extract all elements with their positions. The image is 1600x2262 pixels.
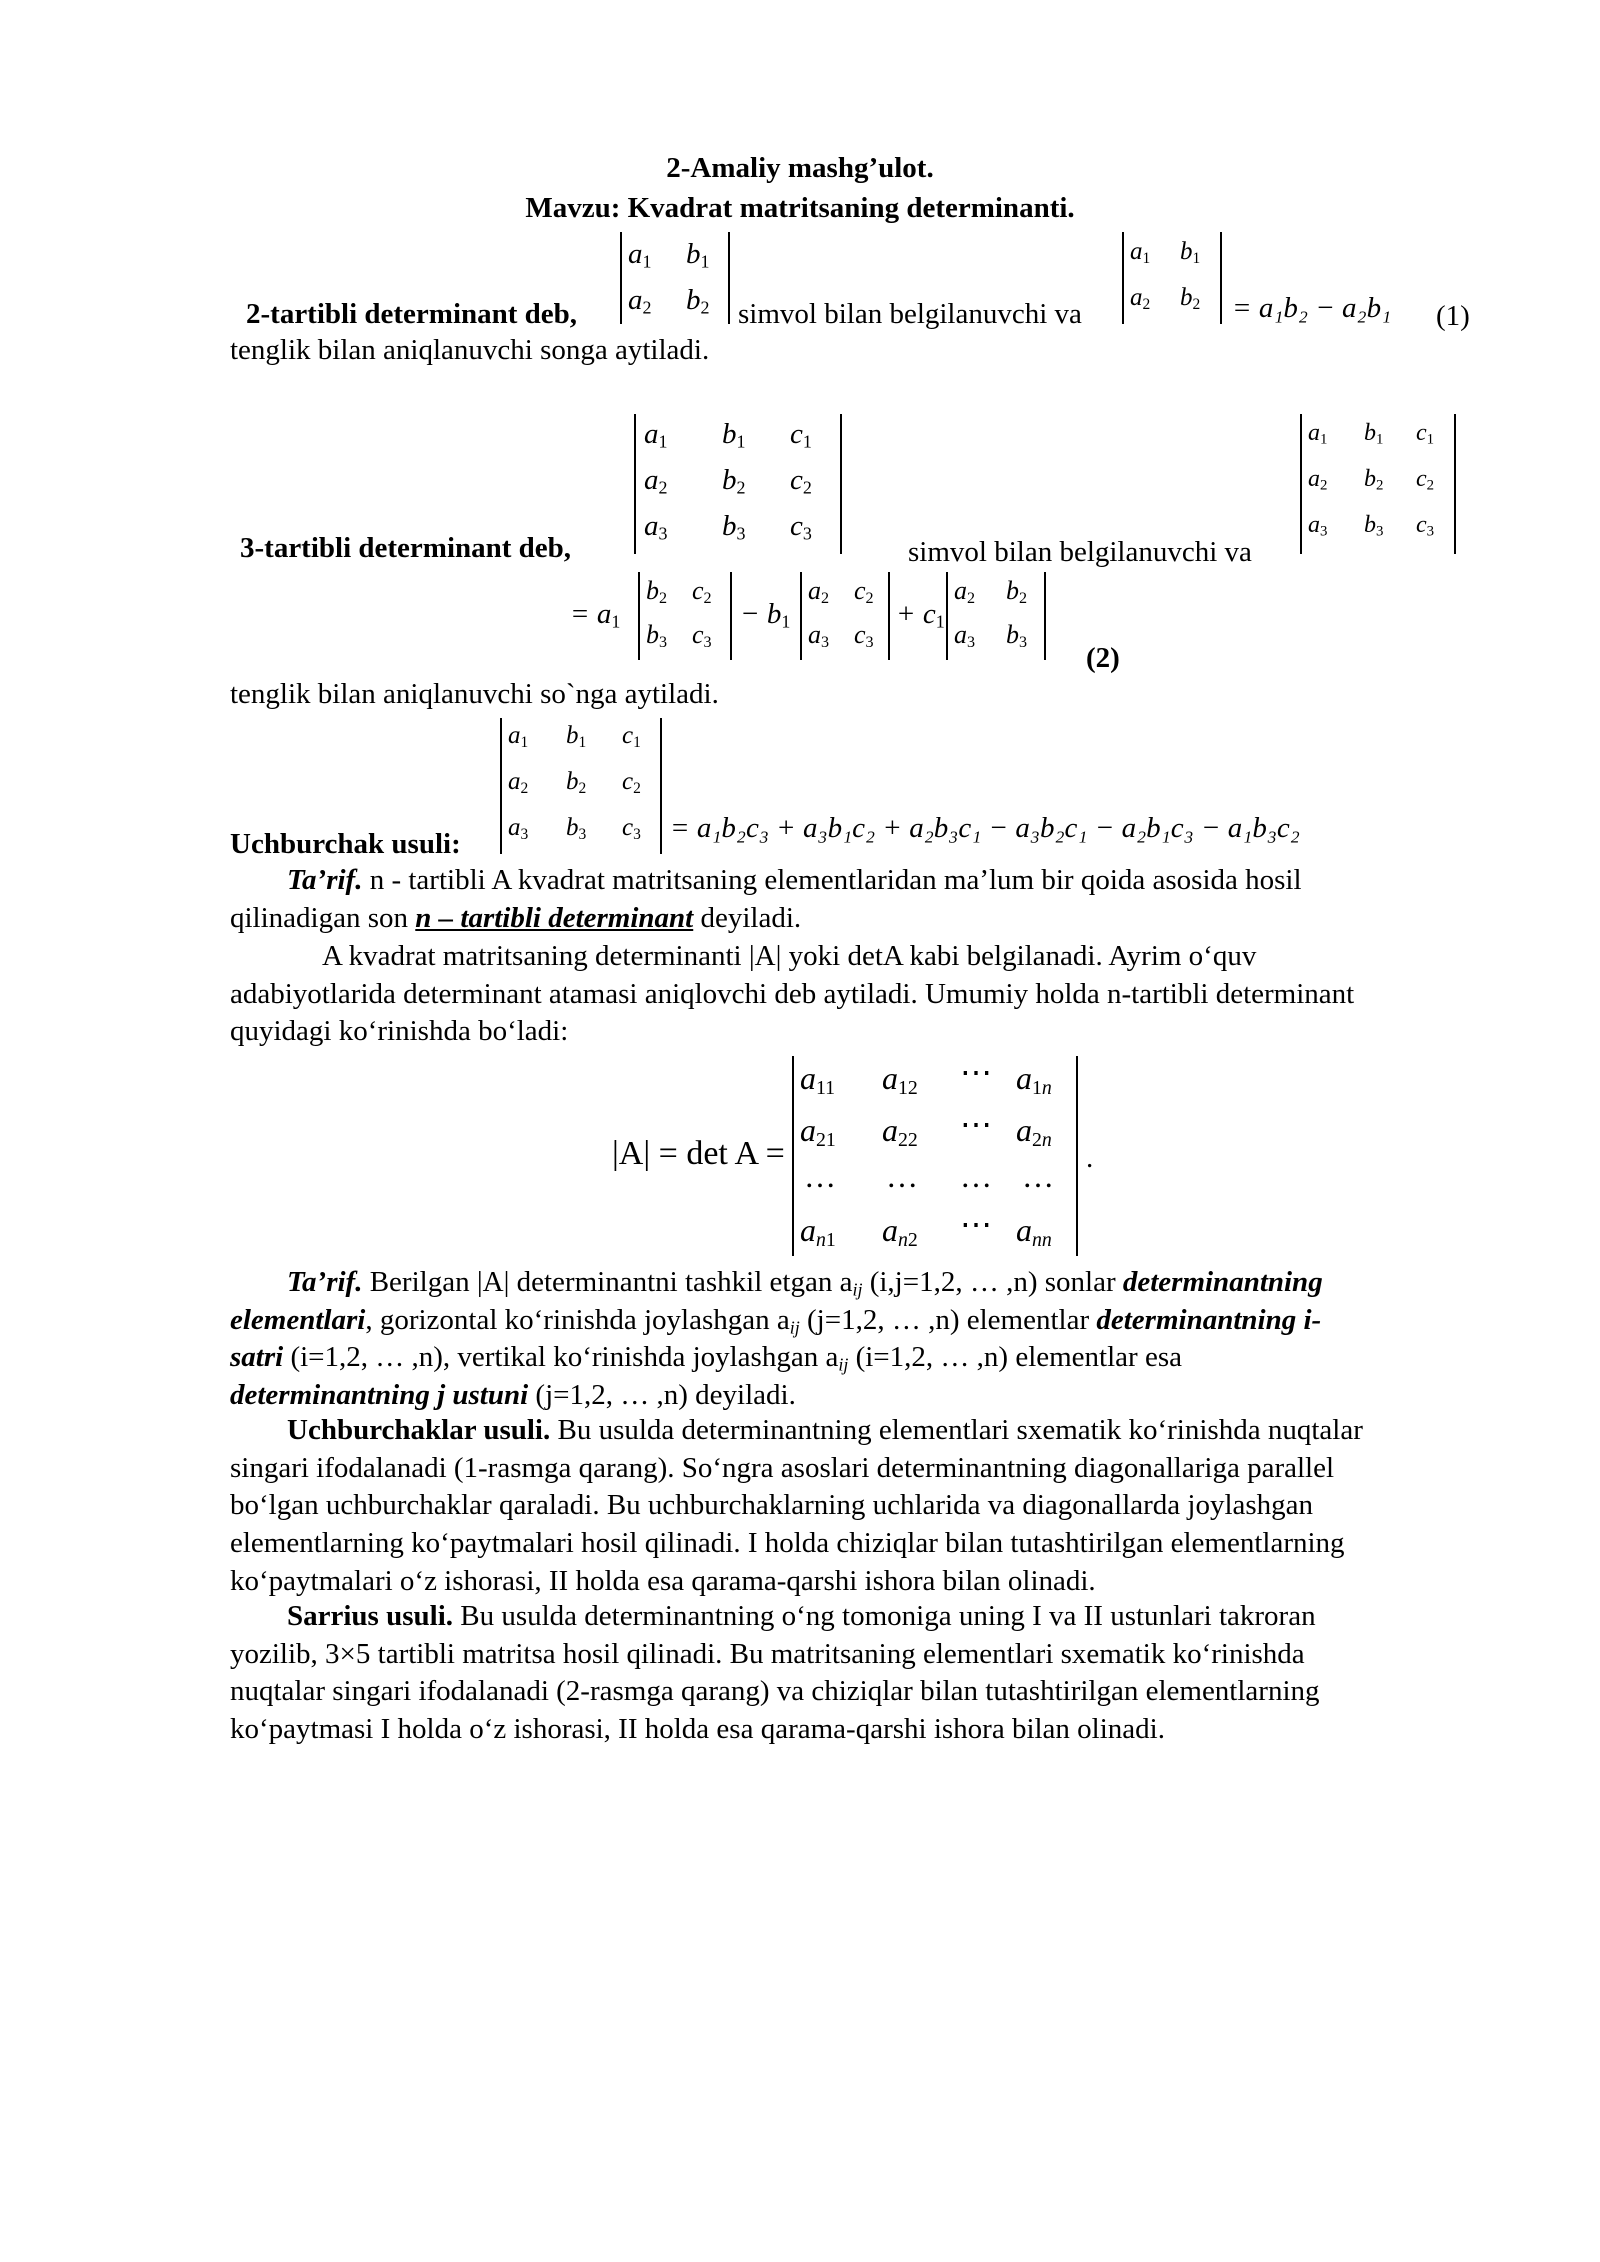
det-3x3-triangle: $a_1$ $b_1$ $c_1$ $a_2$ $b_2$ $c_2$ $a_3$ $b_3$ $c_3$ [500, 718, 662, 854]
definition-2-l1a: Berilgan |A| determinantni tashkil etgan a [362, 1266, 853, 1298]
general-det-period: . [1086, 1142, 1094, 1174]
sarrus-lead: Sarrius usuli. [287, 1600, 453, 1632]
eq-number-1: (1) [1436, 300, 1470, 332]
third-order-tail: tenglik bilan aniqlanuvchi so`nga aytiladi. [230, 678, 719, 710]
definition-1-term: n – tartibli determinant [415, 901, 694, 934]
triangles-method-l4: elementlarning ko‘paytmalari hosil qilinadi. I holda chiziqlar bilan tutashtirilgan elementlarning [230, 1527, 1345, 1560]
triangle-label: Uchburchak usuli: [230, 828, 461, 860]
det-3x3-symbol: $a_1$ $b_1$ $c_1$ $a_2$ $b_2$ $c_2$ $a_3$ $b_3$ $c_3$ [634, 414, 842, 554]
triangles-method-lead: Uchburchaklar usuli. [287, 1414, 551, 1446]
definition-2-l2term: elementlari [230, 1303, 366, 1336]
definition-1 [230, 862, 1482, 937]
general-det-matrix: $a_{11}$ $a_{12}$ ⋯ $a_{1n}$ $a_{21}$ $a_{22}$ ⋯ $a_{2n}$ … … … … $a_{n1}$ $a_{n2}$ ⋯ $a_{nn}$ [792, 1056, 1078, 1256]
definition-1-text2b: deyiladi. [693, 901, 802, 934]
definition-2-l2term2: determinantning i- [1096, 1303, 1322, 1336]
sarrus-method-paragraph [230, 1598, 1482, 1749]
definition-1-text2a: qilinadigan son [230, 901, 416, 934]
definition-2-l1term: determinantning [1122, 1266, 1323, 1298]
second-order-tail: tenglik bilan aniqlanuvchi songa aytiladi. [230, 334, 710, 366]
second-order-intro: 2-tartibli determinant deb, [246, 298, 578, 330]
minor-a1: $b_2$ $c_2$ $b_3$ $c_3$ [638, 572, 732, 660]
det-2x2-def: $a_1$ $b_1$ $a_2$ $b_2$ [1122, 232, 1222, 324]
definition-2: Ta’rif. Berilgan |A| determinantni tashkil etgan $a_{ij}$ (i,j=1,2, … ,n) sonlar determinantning elementlari, gorizontal ko‘rinishda joylashgan $a_{ij}$ (j=1,2, … ,n) elementlar determinantning i- satri (i=1,2, … ,n), vertikal ko‘rinishda joylashgan $a_{ij}$ (i=1,2, … ,n) elementlar esa determinantning j ustuni (j=1,2, … ,n) deyiladi. [230, 1266, 1323, 1412]
eq-number-2: (2) [1086, 642, 1120, 674]
definition-2-l3term: satri [230, 1341, 284, 1374]
triangles-method-paragraph [230, 1412, 1482, 1600]
notation-line-3: quyidagi ko‘rinishda bo‘ladi: [230, 1015, 569, 1048]
definition-2-l4a: (j=1,2, … ,n) deyiladi. [528, 1379, 796, 1412]
notation-line-1: A kvadrat matritsaning determinanti |A| yoki detA kabi belgilanadi. Ayrim o‘quv [322, 940, 1257, 972]
definition-2-l1b: (i,j=1,2, … ,n) sonlar [862, 1266, 1123, 1298]
sarrus-l2: yozilib, 3×5 tartibli matritsa hosil qilinadi. Bu matritsaning elementlari sxematik ko‘rinishda [230, 1637, 1305, 1670]
definition-2-lead: Ta’rif. [287, 1266, 363, 1298]
third-order-mid: simvol bilan belgilanuvchi va [908, 536, 1252, 568]
definition-2-l2a: , gorizontal ko‘rinishda joylashgan a [365, 1303, 790, 1336]
page-subtitle: Mavzu: Kvadrat matritsaning determinanti. [525, 192, 1075, 224]
triangles-method-l5: ko‘paytmalari o‘z ishorasi, II holda esa qarama-qarshi ishora bilan olinadi. [230, 1564, 1096, 1597]
triangles-method-l2: singari ifodalanadi (1-rasmga qarang). So‘ngra asoslari determinantning diagonallariga parallel [230, 1451, 1335, 1484]
notation-line-2: adabiyotlarida determinant atamasi aniqlovchi deb aytiladi. Umumiy holda n-tartibli determinant [230, 977, 1355, 1010]
det-2x2-symbol: $a_1$ $b_1$ $a_2$ $b_2$ [620, 232, 730, 324]
triangles-method-l1: Bu usulda determinantning elementlari sxematik ko‘rinishda nuqtalar [550, 1414, 1363, 1446]
second-order-mid: simvol bilan belgilanuvchi va [738, 298, 1082, 330]
page-title: 2-Amaliy mashg’ulot. [666, 152, 934, 184]
definition-1-lead: Ta’rif. [287, 864, 363, 896]
minor-b1: $a_2$ $c_2$ $a_3$ $c_3$ [800, 572, 890, 660]
third-order-intro: 3-tartibli determinant deb, [240, 532, 572, 564]
triangle-formula: = a₁b₂c₃ + a₃b₁c₂ + a₂b₃c₁ − a₃b₂c₁ − a₂b₁c₃ − a₁b₃c₂ [670, 812, 1300, 844]
general-det-lhs: |A| = det A = [612, 1135, 785, 1172]
definition-2-l3b: (i=1,2, … ,n) elementlar esa [848, 1341, 1182, 1374]
definition-1-text1: n - tartibli A kvadrat matritsaning elementlaridan ma’lum bir qoida asosida hosil [362, 864, 1302, 896]
sarrus-l1: Bu usulda determinantning o‘ng tomoniga uning I va II ustunlari takroran [453, 1600, 1316, 1632]
sarrus-l4: ko‘paytmasi I holda o‘z ishorasi, II holda esa qarama-qarshi ishora bilan olinadi. [230, 1713, 1165, 1746]
expansion-plus-c: + $c_1$ [896, 598, 945, 632]
definition-2-l2b: (j=1,2, … ,n) elementlar [799, 1303, 1097, 1336]
minor-c1: $a_2$ $b_2$ $a_3$ $b_3$ [946, 572, 1046, 660]
sarrus-l3: nuqtalar singari ifodalanadi (2-rasmga qarang) va chiziqlar bilan tutashtirilgan elementlarning [230, 1675, 1320, 1708]
expansion-prefix: = $a_1$ [570, 598, 621, 632]
definition-2-l3a: (i=1,2, … ,n), vertikal ko‘rinishda joylashgan a [283, 1341, 839, 1374]
triangles-method-l3: bo‘lgan uchburchaklar qaraladi. Bu uchburchaklarning uchlarida va diagonallarda joylashgan [230, 1489, 1314, 1522]
notation-paragraph [230, 938, 1482, 1051]
second-order-formula: = a₁b₂ − a₂b₁ [1232, 292, 1392, 324]
expansion-minus-b: − $b_1$ [740, 598, 791, 632]
definition-2-l4term: determinantning j ustuni [230, 1379, 529, 1412]
det-3x3-def: $a_1$ $b_1$ $c_1$ $a_2$ $b_2$ $c_2$ $a_3$ $b_3$ $c_3$ [1300, 414, 1456, 554]
